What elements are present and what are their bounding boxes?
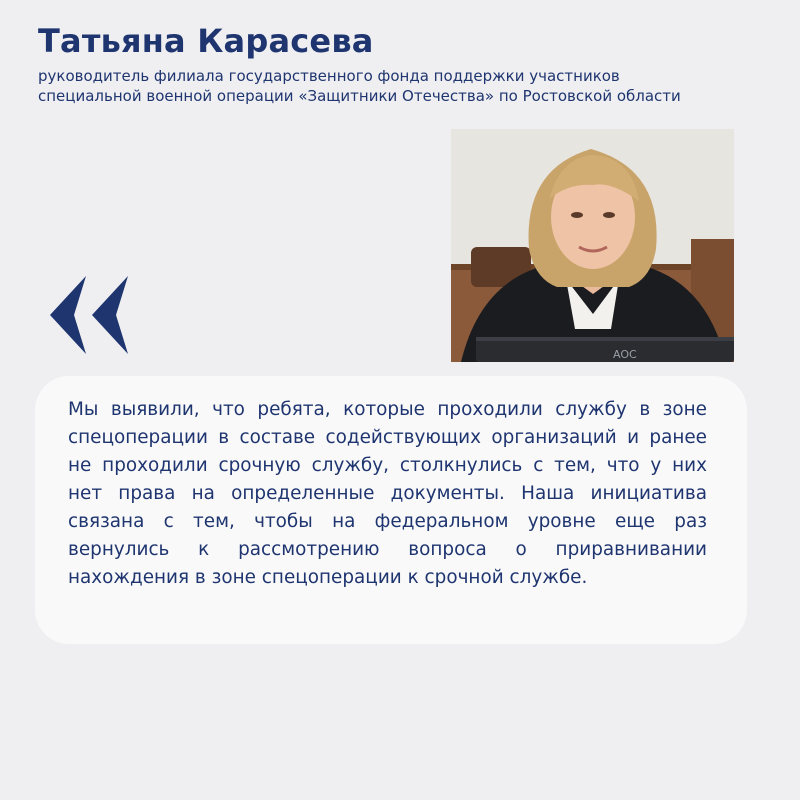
quote-line: нахождения в зоне спецоперации к срочной службе.	[68, 567, 588, 588]
svg-text:AOC: AOC	[613, 348, 637, 361]
quote-line: спецоперации в составе содействующих организаций и ранее	[68, 427, 707, 448]
role-line: специальной военной операции «Защитники Отечества» по Ростовской области	[38, 87, 681, 105]
quote-line: вернулись к рассмотрению вопроса о приравнивании	[68, 539, 707, 560]
quote-line: Мы выявили, что ребята, которые проходили службу в зоне	[68, 399, 707, 420]
portrait-photo	[451, 129, 734, 362]
quote-line: нет права на определенные документы. Наша инициатива	[68, 483, 707, 504]
quote-text	[68, 396, 707, 592]
quote-open-icon	[50, 276, 130, 354]
quote-line: не проходили срочную службу, столкнулись с тем, что у них	[68, 455, 707, 476]
role-line: руководитель филиала государственного фонда поддержки участников	[38, 67, 620, 85]
person-role	[38, 66, 738, 106]
person-name: Татьяна Карасева	[38, 22, 374, 60]
quote-line: связана с тем, чтобы на федеральном уровне еще раз	[68, 511, 707, 532]
